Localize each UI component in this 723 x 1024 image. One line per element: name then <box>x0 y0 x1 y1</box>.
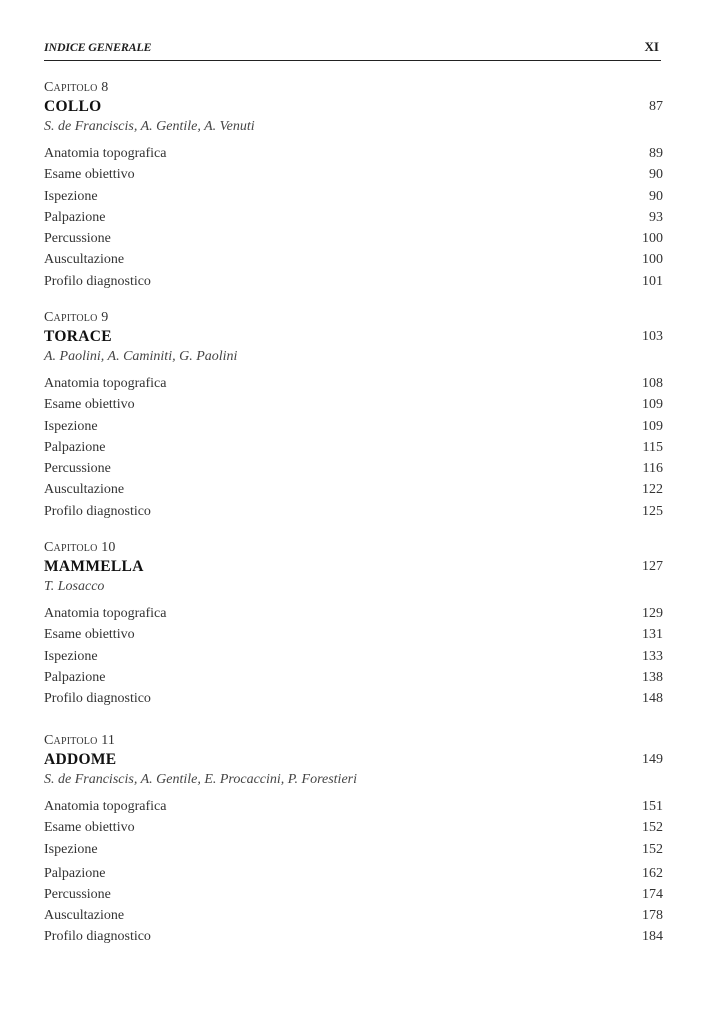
section-page: 151 <box>642 799 663 814</box>
chapter-number: Capitolo 11 <box>44 733 116 748</box>
section-page: 152 <box>642 841 663 857</box>
section-entry <box>44 376 663 397</box>
chapter-page: 103 <box>642 329 663 344</box>
section-page: 148 <box>642 691 663 707</box>
section-entry <box>44 397 663 418</box>
section-list <box>44 799 663 951</box>
section-page: 108 <box>642 376 663 391</box>
section-entry <box>44 461 663 482</box>
section-entry <box>44 627 663 648</box>
section-title: Ispezione <box>44 841 98 857</box>
section-title: Profilo diagnostico <box>44 273 151 289</box>
section-page: 100 <box>642 231 663 247</box>
section-entry <box>44 274 663 295</box>
section-page: 131 <box>642 627 663 643</box>
section-page: 162 <box>642 865 663 881</box>
chapter-number: Capitolo 9 <box>44 310 109 325</box>
section-page: 101 <box>642 273 663 289</box>
section-entry <box>44 419 663 440</box>
section-page: 109 <box>642 397 663 413</box>
chapter-title: COLLO <box>44 98 102 115</box>
section-entry <box>44 252 663 273</box>
section-list <box>44 376 663 525</box>
section-entry <box>44 929 663 950</box>
chapter-title: MAMMELLA <box>44 558 144 575</box>
section-page: 90 <box>649 167 663 183</box>
section-entry <box>44 440 663 461</box>
section-title: Anatomia topografica <box>44 376 167 391</box>
section-entry <box>44 167 663 188</box>
section-title: Ispezione <box>44 188 98 204</box>
section-title: Profilo diagnostico <box>44 691 151 707</box>
section-page: 174 <box>642 886 663 902</box>
section-list <box>44 146 663 295</box>
section-title: Esame obiettivo <box>44 397 135 413</box>
chapter-authors: T. Losacco <box>44 579 105 594</box>
section-page: 89 <box>649 146 663 161</box>
section-title: Palpazione <box>44 865 106 881</box>
section-page: 125 <box>642 503 663 519</box>
section-title: Ispezione <box>44 418 98 434</box>
chapter-page: 87 <box>649 99 663 114</box>
section-title: Profilo diagnostico <box>44 503 151 519</box>
section-page: 133 <box>642 648 663 664</box>
section-entry <box>44 670 663 691</box>
section-title: Palpazione <box>44 669 106 685</box>
chapter-authors: S. de Franciscis, A. Gentile, A. Venuti <box>44 119 255 134</box>
chapter-authors: S. de Franciscis, A. Gentile, E. Procaccini, P. Forestieri <box>44 772 357 787</box>
section-entry <box>44 691 663 712</box>
section-list <box>44 606 663 712</box>
section-title: Auscultazione <box>44 482 125 498</box>
section-entry <box>44 820 663 841</box>
section-entry <box>44 231 663 252</box>
section-page: 178 <box>642 908 663 924</box>
section-title: Anatomia topografica <box>44 606 167 621</box>
section-entry <box>44 908 663 929</box>
section-page: 109 <box>642 418 663 434</box>
section-entry <box>44 482 663 503</box>
section-title: Percussione <box>44 886 111 902</box>
section-title: Anatomia topografica <box>44 799 167 814</box>
section-title: Percussione <box>44 231 111 247</box>
section-entry <box>44 649 663 670</box>
section-entry <box>44 606 663 627</box>
section-entry <box>44 210 663 231</box>
section-title: Esame obiettivo <box>44 627 135 643</box>
section-page: 184 <box>642 929 663 945</box>
running-page-number: XI <box>644 39 659 54</box>
section-entry <box>44 799 663 820</box>
section-title: Esame obiettivo <box>44 167 135 183</box>
chapter-number: Capitolo 8 <box>44 80 109 95</box>
section-title: Auscultazione <box>44 908 125 924</box>
section-entry <box>44 842 663 866</box>
section-entry <box>44 887 663 908</box>
chapter-title: TORACE <box>44 328 112 345</box>
chapter-page: 149 <box>642 752 663 767</box>
section-page: 93 <box>649 209 663 225</box>
running-header <box>44 38 661 61</box>
section-title: Palpazione <box>44 209 106 225</box>
chapter-authors: A. Paolini, A. Caminiti, G. Paolini <box>44 349 238 364</box>
section-title: Palpazione <box>44 439 106 455</box>
section-page: 115 <box>642 439 663 455</box>
section-title: Esame obiettivo <box>44 820 135 836</box>
section-title: Percussione <box>44 461 111 477</box>
section-page: 138 <box>642 669 663 685</box>
section-title: Profilo diagnostico <box>44 929 151 945</box>
section-page: 100 <box>642 252 663 268</box>
section-page: 129 <box>642 606 663 621</box>
chapter-number: Capitolo 10 <box>44 540 116 555</box>
section-page: 116 <box>642 461 663 477</box>
running-title: INDICE GENERALE <box>44 40 152 54</box>
section-page: 90 <box>649 188 663 204</box>
section-page: 122 <box>642 482 663 498</box>
section-title: Auscultazione <box>44 252 125 268</box>
section-entry <box>44 189 663 210</box>
chapter-title: ADDOME <box>44 751 117 768</box>
section-entry <box>44 866 663 887</box>
chapter-page: 127 <box>642 559 663 574</box>
section-title: Ispezione <box>44 648 98 664</box>
section-title: Anatomia topografica <box>44 146 167 161</box>
section-page: 152 <box>642 820 663 836</box>
section-entry <box>44 504 663 525</box>
section-entry <box>44 146 663 167</box>
